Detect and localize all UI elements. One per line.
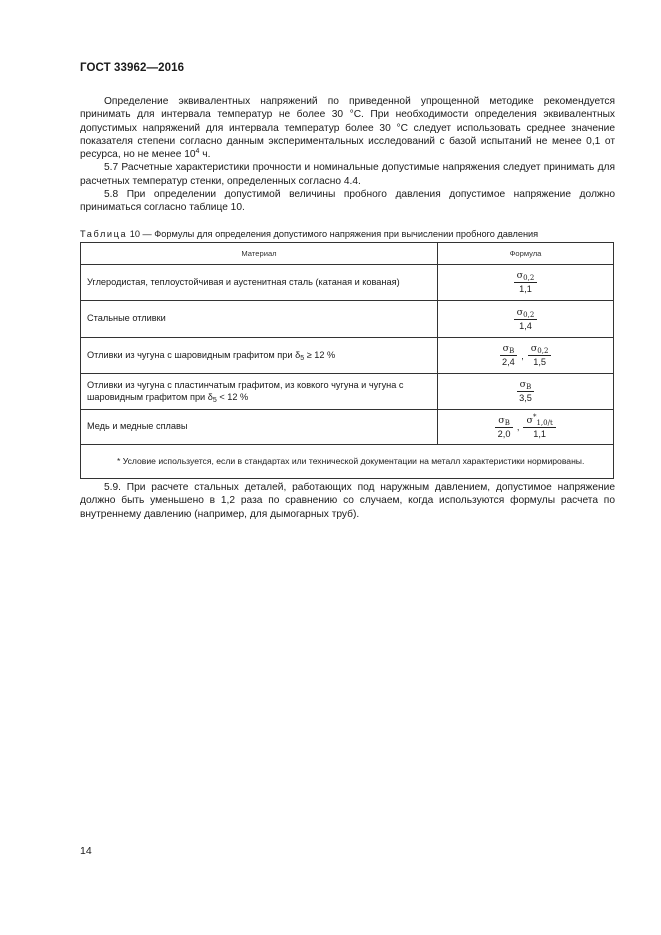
table-row [81, 265, 614, 301]
table-row [81, 410, 614, 445]
fraction: $\sigma_В$ 2,4 [500, 343, 518, 368]
table-header-row [81, 243, 614, 265]
header-formula: Формула [438, 243, 614, 265]
table-caption: Таблица 10 — Формулы для определения допустимого напряжения при вычислении пробного давления [80, 229, 539, 239]
material-cell: Стальные отливки [81, 301, 438, 338]
table-row [81, 374, 614, 410]
formula-cell [438, 265, 614, 301]
paragraph-equivalent-stress: Определение эквивалентных напряжений по приведенной упрощенной методике рекомендуется принимать для интервала температур не более 30 °С. При необходимости определения эквивалентных допустимых напряжений для интервала температур более 30 °С следует использовать среднее значение показателя степени согласно данным экспериментальных исследований с базой испытаний не менее 0,1 от ресурса, но не менее $10^4$ ч. [80, 96, 615, 161]
document-code: ГОСТ 33962—2016 [80, 62, 185, 74]
formula-cell: $\sigma_В$ 2,0 , $\frac{\sigma^*_{1,0/t}}{1,1}$ [438, 410, 614, 445]
text-block-bottom [80, 481, 615, 521]
table-row [81, 338, 614, 374]
material-cell: Медь и медные сплавы [81, 410, 438, 445]
fraction: $\sigma_В$ 3,5 [517, 379, 535, 404]
paragraph-5-8: 5.8 При определении допустимой величины пробного давления допустимое напряжение должно приниматься согласно таблице 10. [80, 189, 615, 214]
material-cell: Углеродистая, теплоустойчивая и аустенитная сталь (катаная и кованая) [81, 265, 438, 301]
fraction: $\frac{\sigma_{0,2}}{1,5}$ [528, 343, 552, 368]
paragraph-5-9: 5.9. При расчете стальных деталей, работающих под наружным давлением, допустимое напряжение должно быть уменьшено в 1,2 раза по сравнению со случаем, когда используются формулы расчета по внутреннему давлению (например, для дымогарных труб). [80, 482, 615, 520]
material-cell: Отливки из чугуна с шаровидным графитом при $\delta_5 \ge 12$ % [81, 338, 438, 374]
material-cell: Отливки из чугуна с пластинчатым графитом, из ковкого чугуна и чугуна с шаровидным графитом при $\delta_5 < 12$ % [81, 374, 438, 410]
text-block-top [80, 95, 615, 215]
fraction: $\frac{\sigma_{0,2}}{1,1}$ [514, 270, 538, 295]
page-number: 14 [80, 845, 92, 857]
formula-table [80, 242, 614, 479]
table-footnote-row [81, 445, 614, 479]
formula-cell [438, 374, 614, 410]
formula-cell [438, 301, 614, 338]
formula-cell: $\sigma_В$ 2,4 , $\frac{\sigma_{0,2}}{1,5}$ [438, 338, 614, 374]
fraction: $\sigma_В$ 2,0 [495, 415, 513, 440]
fraction: $\frac{\sigma^*_{1,0/t}}{1,1}$ [523, 415, 555, 440]
fraction: $\frac{\sigma_{0,2}}{1,4}$ [514, 307, 538, 332]
paragraph-5-7: 5.7 Расчетные характеристики прочности и номинальные допустимые напряжения следует принимать для расчетных температур стенки, определенных согласно 4.4. [80, 162, 615, 187]
table-footnote: * Условие используется, если в стандартах или технической документации на металл характеристики нормированы. [81, 445, 614, 479]
table-row [81, 301, 614, 338]
header-material: Материал [81, 243, 438, 265]
